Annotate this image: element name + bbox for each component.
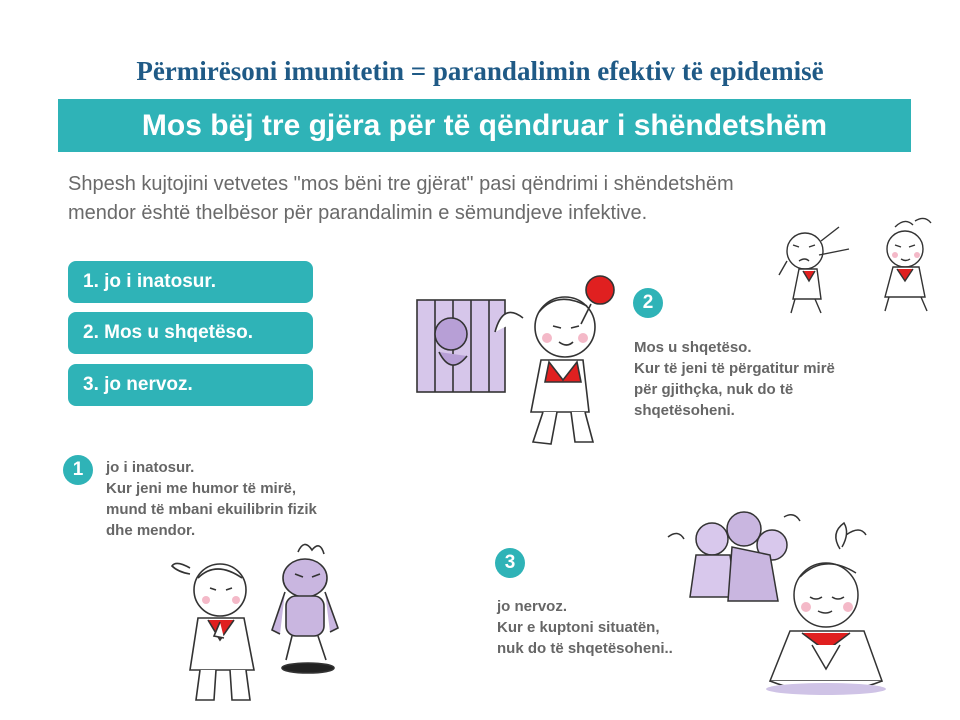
rule-item-1: 1. jo i inatosur. <box>68 261 313 303</box>
rule-item-3: 3. jo nervoz. <box>68 364 313 406</box>
tip-number-1: 1 <box>63 455 93 485</box>
tip-1-line: dhe mendor. <box>106 522 196 539</box>
tip-2-line: për gjithçka, nuk do të <box>634 381 794 398</box>
tip-1-line: jo i inatosur. <box>106 459 195 476</box>
tip-1-line: mund të mbani ekuilibrin fizik <box>106 501 317 518</box>
intro-line-2: mendor është thelbësor për parandalimin e sëmundjeve infektive. <box>68 202 648 224</box>
intro-line-1: Shpesh kujtojini vetvetes "mos bëni tre gjërat" pasi qëndrimi i shëndetshëm <box>68 173 734 195</box>
tip-2-line: Mos u shqetëso. <box>634 339 752 356</box>
tip-number-3: 3 <box>495 548 525 578</box>
tip-2-line: Kur të jeni të përgatitur mirë <box>634 360 835 377</box>
tip-2-text <box>634 337 835 421</box>
banner-heading: Mos bëj tre gjëra për të qëndruar i shëndetshëm <box>58 99 911 152</box>
fighting-kids-illustration <box>765 215 945 315</box>
meditating-girl-illustration <box>660 505 895 700</box>
tip-3-line: jo nervoz. <box>497 598 568 615</box>
tip-number-2: 2 <box>633 288 663 318</box>
page-title: Përmirësoni imunitetin = parandalimin efektiv të epidemisë <box>136 56 824 86</box>
worried-boy-illustration <box>415 272 630 447</box>
calm-girl-illustration <box>160 530 350 710</box>
tip-3-text <box>497 596 673 659</box>
tip-3-line: Kur e kuptoni situatën, <box>497 619 660 636</box>
tip-1-text <box>106 457 317 541</box>
tip-3-line: nuk do të shqetësoheni.. <box>497 640 673 657</box>
tip-2-line: shqetësoheni. <box>634 402 735 419</box>
tip-1-line: Kur jeni me humor të mirë, <box>106 480 297 497</box>
rule-item-2: 2. Mos u shqetëso. <box>68 312 313 354</box>
